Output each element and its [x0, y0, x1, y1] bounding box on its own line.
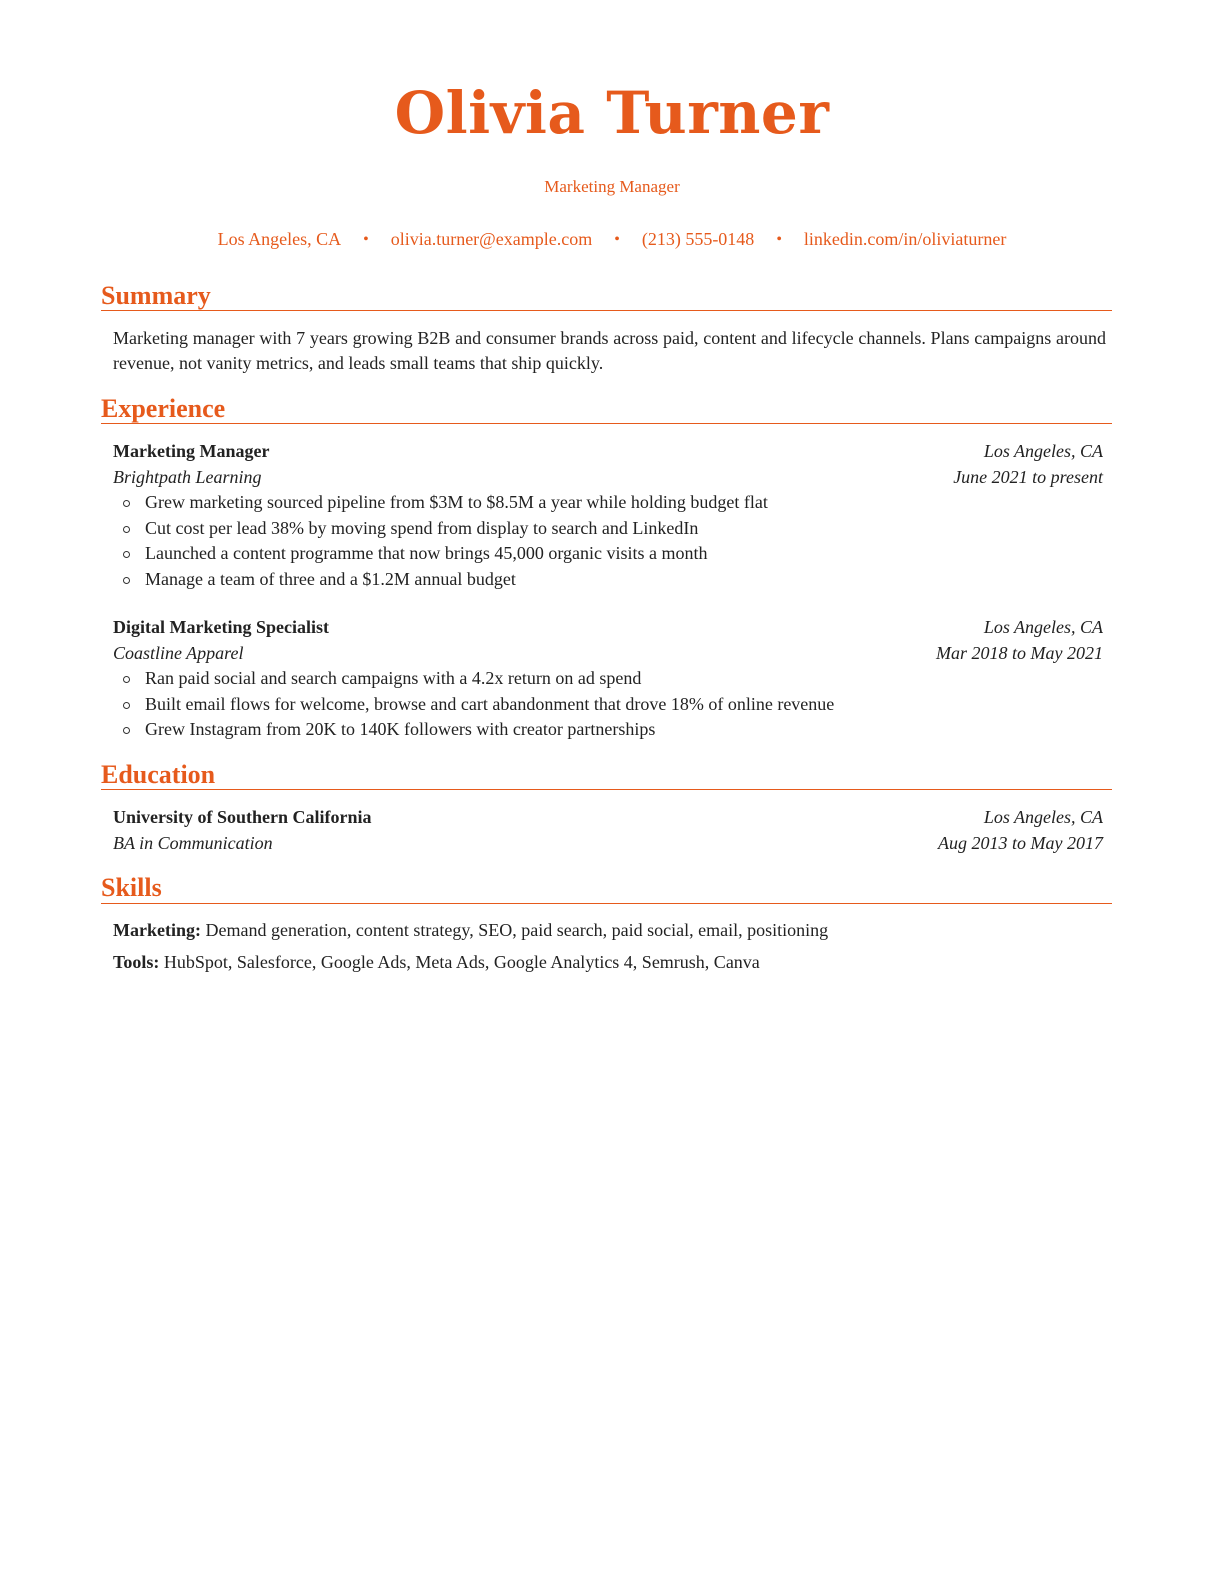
skill-value: HubSpot, Salesforce, Google Ads, Meta Ads, Google Analytics 4, Semrush, Canva — [163, 952, 760, 972]
section-divider — [101, 789, 1112, 790]
job-dates: June 2021 to present — [953, 467, 1103, 487]
education-subheader-row — [113, 831, 1103, 856]
list-item: Manage a team of three and a $1.2M annual budget — [113, 567, 1103, 593]
contact-separator: • — [363, 230, 369, 248]
bullet-icon — [123, 526, 130, 533]
degree: BA in Communication — [113, 833, 273, 853]
summary-text: Marketing manager with 7 years growing B2B and consumer brands across paid, content and lifecycle channels. Plans campaigns around revenue, not vanity metrics, and leads small teams that ship quickly. — [113, 328, 1106, 373]
skill-value: Demand generation, content strategy, SEO, paid search, paid social, email, positioning — [205, 920, 829, 940]
job-location: Los Angeles, CA — [983, 617, 1103, 637]
list-item: Launched a content programme that now brings 45,000 organic visits a month — [113, 541, 1103, 567]
job-location: Los Angeles, CA — [983, 441, 1103, 461]
list-item: Grew marketing sourced pipeline from $3M to $8.5M a year while holding budget flat — [113, 490, 1103, 516]
skills-heading: Skills — [101, 873, 162, 902]
bullet-icon — [123, 500, 130, 507]
list-item: Cut cost per lead 38% by moving spend from display to search and LinkedIn — [113, 516, 1103, 542]
list-item: Grew Instagram from 20K to 140K followers with creator partnerships — [113, 717, 1103, 743]
job-dates: Mar 2018 to May 2021 — [936, 643, 1103, 663]
job-company: Coastline Apparel — [113, 643, 244, 663]
skill-line-marketing — [113, 918, 1103, 943]
candidate-title: Marketing Manager — [544, 177, 680, 196]
job-title: Digital Marketing Specialist — [113, 617, 329, 637]
section-divider — [101, 903, 1112, 904]
experience-heading: Experience — [101, 394, 226, 423]
contact-linkedin[interactable]: linkedin.com/in/oliviaturner — [803, 229, 1007, 249]
skill-label: Marketing: — [113, 920, 201, 940]
job-company: Brightpath Learning — [113, 467, 262, 487]
education-heading: Education — [101, 760, 216, 789]
contact-location: Los Angeles, CA — [217, 229, 342, 249]
skill-label: Tools: — [113, 952, 160, 972]
candidate-name: Olivia Turner — [394, 79, 830, 147]
job-header-row — [113, 439, 1103, 464]
bullet-icon — [123, 702, 130, 709]
job-header-row — [113, 615, 1103, 640]
job-bullet-list — [113, 490, 1103, 592]
education-header-row — [113, 805, 1103, 830]
school-name: University of Southern California — [113, 807, 372, 827]
bullet-icon — [123, 727, 130, 734]
contact-separator: • — [614, 230, 620, 248]
bullet-icon — [123, 676, 130, 683]
job-subheader-row — [113, 465, 1103, 490]
summary-heading: Summary — [101, 281, 211, 310]
list-item: Ran paid social and search campaigns with a 4.2x return on ad spend — [113, 666, 1103, 692]
job-bullet-list — [113, 666, 1103, 743]
school-location: Los Angeles, CA — [983, 807, 1103, 827]
list-item: Built email flows for welcome, browse and cart abandonment that drove 18% of online revenue — [113, 692, 1103, 718]
bullet-icon — [123, 577, 130, 584]
contact-email[interactable]: olivia.turner@example.com — [390, 229, 593, 249]
contact-separator: • — [776, 230, 782, 248]
education-dates: Aug 2013 to May 2017 — [938, 833, 1103, 853]
skill-line-tools — [113, 950, 1103, 975]
contact-phone: (213) 555-0148 — [641, 229, 755, 249]
job-subheader-row — [113, 641, 1103, 666]
section-divider — [101, 310, 1112, 311]
bullet-icon — [123, 551, 130, 558]
job-title: Marketing Manager — [113, 441, 270, 461]
contact-line — [0, 229, 1224, 250]
section-divider — [101, 423, 1112, 424]
